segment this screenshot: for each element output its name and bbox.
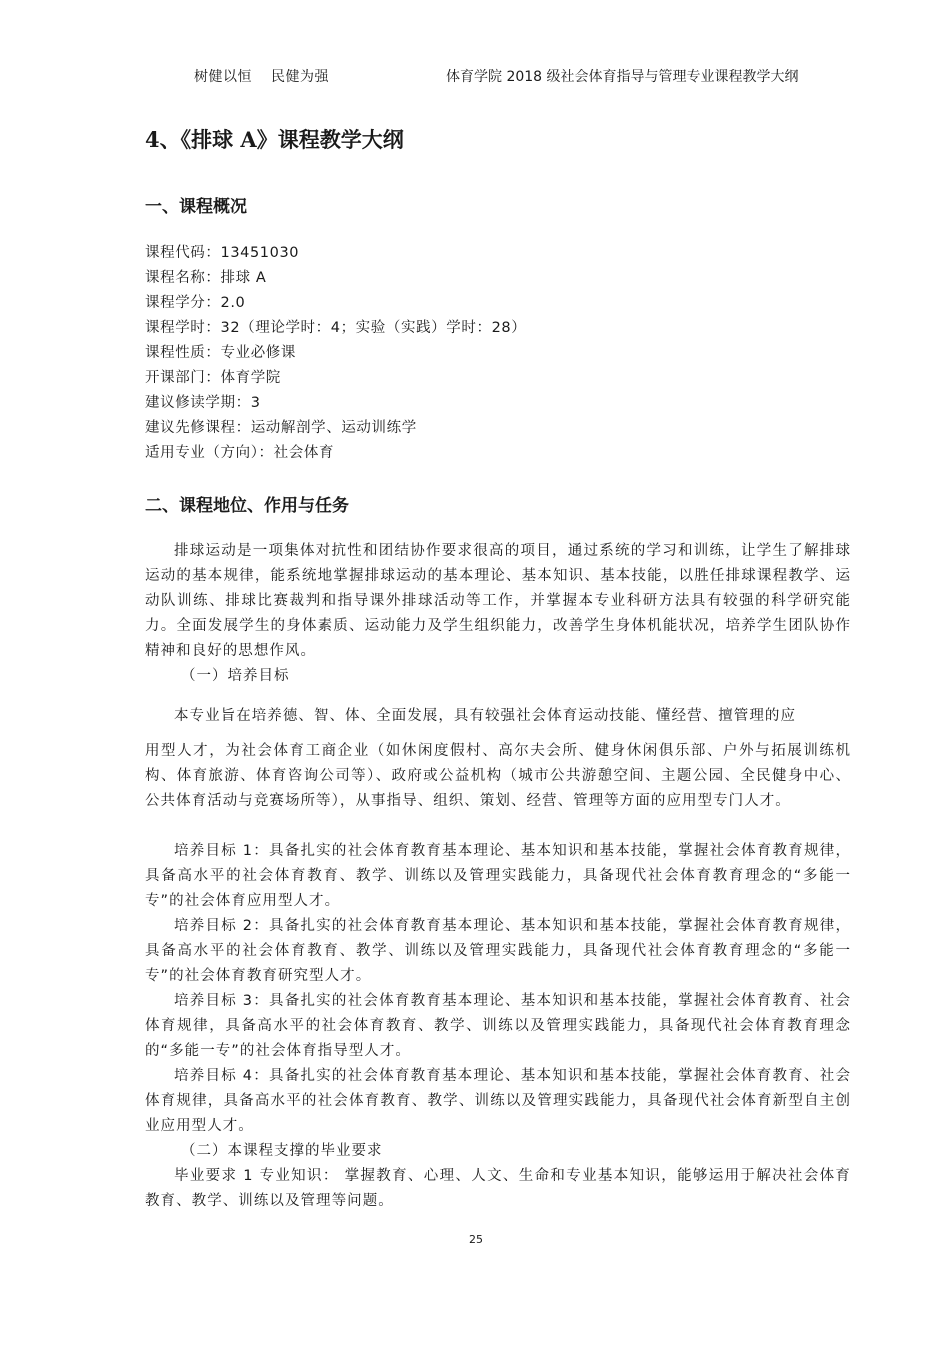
training-goal-4: 培养目标 4：具备扎实的社会体育教育基本理论、基本知识和基本技能，掌握社会体育教育、社会体育规律，具备高水平的社会体育教育、教学、训练以及管理实践能力，具备现代社会体育新型自主创业应用型人才。 xyxy=(145,1068,851,1134)
training-goal-3: 培养目标 3：具备扎实的社会体育教育基本理论、基本知识和基本技能，掌握社会体育教育、社会体育规律，具备高水平的社会体育教育、教学、训练以及管理实践能力，具备现代社会体育教育理念的“多能一专”的社会体育指导型人才。 xyxy=(145,993,851,1059)
info-semester: 建议修读学期：3 xyxy=(145,395,261,411)
info-department: 开课部门：体育学院 xyxy=(145,370,281,386)
info-prerequisites: 建议先修课程：运动解剖学、运动训练学 xyxy=(145,420,417,436)
sub-heading-training-goals: （一）培养目标 xyxy=(181,668,290,684)
sub-heading-graduation-requirements: （二）本课程支撑的毕业要求 xyxy=(181,1143,383,1159)
header-motto-part1: 树健以恒 xyxy=(194,69,252,85)
info-course-name: 课程名称：排球 A xyxy=(145,270,267,286)
course-info-list xyxy=(145,241,526,466)
page-title: 4、《排球 A》课程教学大纲 xyxy=(145,127,404,152)
training-goal-2: 培养目标 2：具备扎实的社会体育教育基本理论、基本知识和基本技能，掌握社会体育教育规律，具备高水平的社会体育教育、教学、训练以及管理实践能力，具备现代社会体育教育理念的“多能一专”的社会体育教育研究型人才。 xyxy=(145,918,851,984)
page-number: 25 xyxy=(469,1233,483,1246)
goal-paragraph-continuation: 用型人才，为社会体育工商企业（如休闲度假村、高尔夫会所、健身休闲俱乐部、户外与拓展训练机构、体育旅游、体育咨询公司等）、政府或公益机构（城市公共游憩空间、主题公园、全民健身中心、公共体育活动与竞赛场所等），从事指导、组织、策划、经营、管理等方面的应用型专门人才。 xyxy=(145,743,851,809)
section2-heading: 二、课程地位、作用与任务 xyxy=(145,496,349,516)
info-course-type: 课程性质：专业必修课 xyxy=(145,345,296,361)
info-course-credits: 课程学分：2.0 xyxy=(145,295,246,311)
goal-paragraph-line1: 本专业旨在培养德、智、体、全面发展，具有较强社会体育运动技能、懂经营、擅管理的应 xyxy=(174,708,796,724)
training-goal-1: 培养目标 1：具备扎实的社会体育教育基本理论、基本知识和基本技能，掌握社会体育教育规律，具备高水平的社会体育教育、教学、训练以及管理实践能力，具备现代社会体育教育理念的“多能一专”的社会体育应用型人才。 xyxy=(145,843,851,909)
info-course-hours: 课程学时：32（理论学时：4；实验（实践）学时：28） xyxy=(145,320,527,336)
header-doc-name: 体育学院 2018 级社会体育指导与管理专业课程教学大纲 xyxy=(446,69,799,85)
section1-heading: 一、课程概况 xyxy=(145,197,247,217)
info-major: 适用专业（方向）：社会体育 xyxy=(145,445,335,461)
info-course-code: 课程代码：13451030 xyxy=(145,245,300,261)
graduation-requirement-1: 毕业要求 1 专业知识： 掌握教育、心理、人文、生命和专业基本知识，能够运用于解决社会体育教育、教学、训练以及管理等问题。 xyxy=(145,1168,851,1209)
header-motto-part2: 民健为强 xyxy=(270,69,329,85)
intro-paragraph: 排球运动是一项集体对抗性和团结协作要求很高的项目，通过系统的学习和训练，让学生了解排球运动的基本规律，能系统地掌握排球运动的基本理论、基本知识、基本技能，以胜任排球课程教学、运动队训练、排球比赛裁判和指导课外排球活动等工作，并掌握本专业科研方法具有较强的科学研究能力。全面发展学生的身体素质、运动能力及学生组织能力，改善学生身体机能状况，培养学生团队协作精神和良好的思想作风。 xyxy=(145,543,851,659)
header-motto xyxy=(194,66,343,86)
